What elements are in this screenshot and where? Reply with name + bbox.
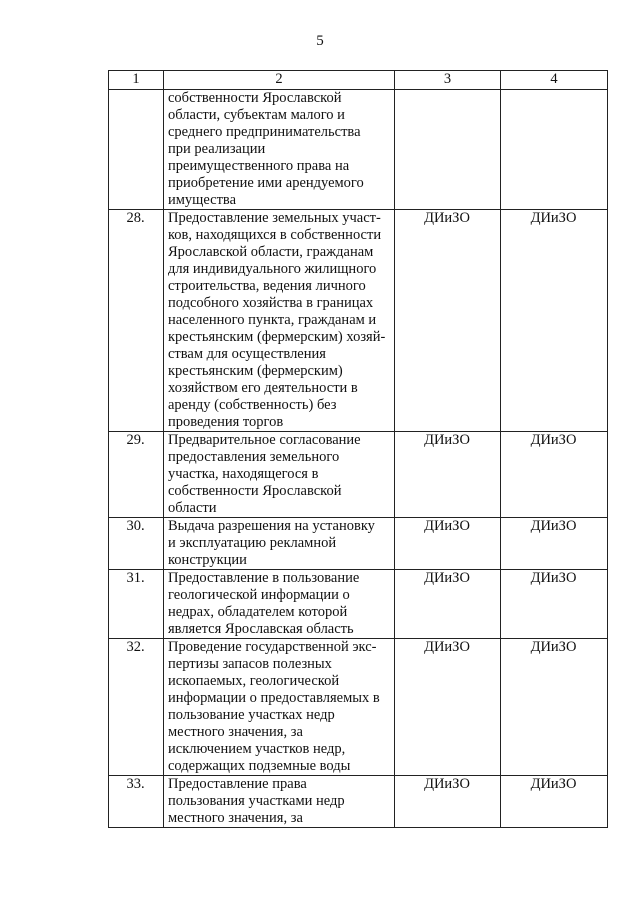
- header-col-4: 4: [501, 71, 608, 90]
- row-number: [109, 90, 164, 210]
- responsible-org: [395, 90, 501, 210]
- executing-org: ДИиЗО: [501, 776, 608, 828]
- table-row: [109, 210, 608, 432]
- responsible-org: ДИиЗО: [395, 518, 501, 570]
- service-name: Выдача разрешения на установку и эксплуатацию рекламной конструкции: [164, 518, 395, 570]
- row-number: 30.: [109, 518, 164, 570]
- executing-org: ДИиЗО: [501, 570, 608, 639]
- responsible-org: ДИиЗО: [395, 432, 501, 518]
- table-row: [109, 639, 608, 776]
- service-name: Предоставление в пользование геологической информации о недрах, обладателем которой является Ярославская область: [164, 570, 395, 639]
- executing-org: ДИиЗО: [501, 210, 608, 432]
- table-row: [109, 518, 608, 570]
- responsible-org: ДИиЗО: [395, 776, 501, 828]
- row-number: 28.: [109, 210, 164, 432]
- executing-org: ДИиЗО: [501, 639, 608, 776]
- responsible-org: ДИиЗО: [395, 639, 501, 776]
- services-table: [108, 70, 608, 828]
- row-number: 31.: [109, 570, 164, 639]
- service-name: Предоставление права пользования участками недр местного значения, за: [164, 776, 395, 828]
- service-name: Проведение государственной экс- пертизы запасов полезных ископаемых, геологической информации о предоставляемых в пользование участках недр местного значения, за исключением участков недр, содержащих подземные воды: [164, 639, 395, 776]
- header-row: [109, 71, 608, 90]
- table-row: [109, 432, 608, 518]
- executing-org: ДИиЗО: [501, 432, 608, 518]
- table-row: [109, 90, 608, 210]
- responsible-org: ДИиЗО: [395, 570, 501, 639]
- row-number: 33.: [109, 776, 164, 828]
- table-row: [109, 776, 608, 828]
- service-name: собственности Ярославской области, субъектам малого и среднего предпринимательства при реализации преимущественного права на приобретение ими арендуемого имущества: [164, 90, 395, 210]
- header-col-2: 2: [164, 71, 395, 90]
- row-number: 29.: [109, 432, 164, 518]
- service-name: Предоставление земельных участ- ков, находящихся в собственности Ярославской области, гражданам для индивидуального жилищного строительства, ведения личного подсобного хозяйства в границах населенного пункта, гражданам и крестьянским (фермерским) хозяй- ствам для осуществления крестьянским (фермерским) хозяйством его деятельности в аренду (собственность) без проведения торгов: [164, 210, 395, 432]
- service-name: Предварительное согласование предоставления земельного участка, находящегося в собственности Ярославской области: [164, 432, 395, 518]
- row-number: 32.: [109, 639, 164, 776]
- table-row: [109, 570, 608, 639]
- executing-org: ДИиЗО: [501, 518, 608, 570]
- responsible-org: ДИиЗО: [395, 210, 501, 432]
- header-col-3: 3: [395, 71, 501, 90]
- executing-org: [501, 90, 608, 210]
- header-col-1: 1: [109, 71, 164, 90]
- page-number: 5: [316, 33, 324, 49]
